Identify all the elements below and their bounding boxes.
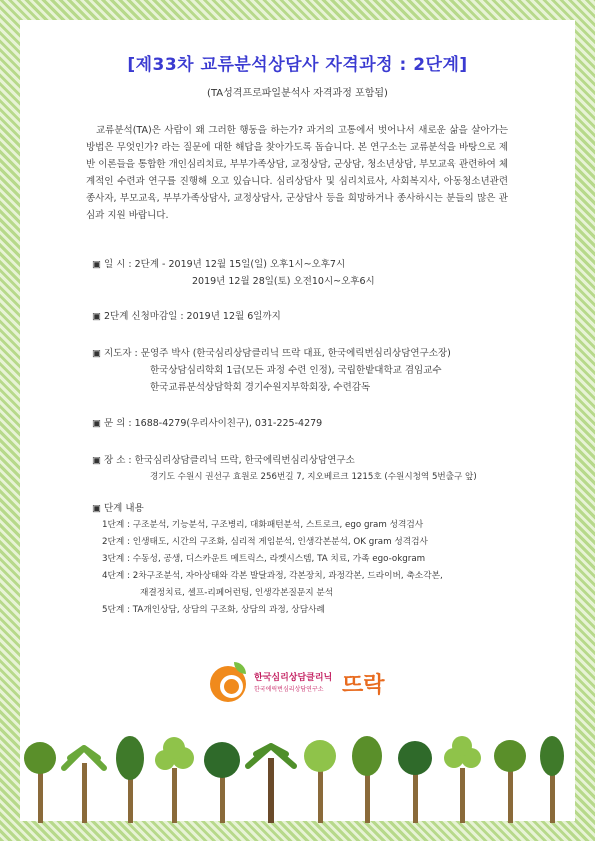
page-subtitle: (TA성격프로파일분석사 자격과정 포함됨) [207, 88, 388, 99]
place-line-1: ▣ 장 소 : 한국심리상담클리닉 뜨락, 한국에릭번심리상담연구소 [92, 455, 355, 466]
contact-line: ▣ 문 의 : 1688-4279(우리사이친구), 031-225-4279 [92, 418, 323, 429]
clinic-logo [210, 664, 410, 708]
tree-icon [494, 740, 526, 823]
place-line-2: 경기도 수원시 권선구 효원로 256번길 7, 지오베르크 1215호 (수원시청역 5번출구 앞) [150, 472, 477, 482]
deadline-section [92, 308, 281, 325]
tree-icon [444, 736, 481, 823]
steps-header: ▣ 단계 내용 [92, 503, 144, 514]
logo-line-2: 한국에릭번심리상담연구소 [254, 686, 324, 693]
schedule-line-2: 2019년 12월 28일(토) 오전10시~오후6시 [192, 276, 375, 287]
tree-icon [116, 736, 144, 823]
schedule-line-1: ▣ 일 시 : 2단계 - 2019년 12월 15일(일) 오후1시~오후7시 [92, 259, 346, 270]
place-section [92, 452, 477, 486]
step-3: 3단계 : 수동성, 공생, 디스카운트 메트릭스, 라켓시스템, TA 치료, 가족 ego-okgram [102, 554, 426, 564]
logo-brand: 뜨락 [342, 673, 385, 698]
step-4: 4단계 : 2차구조분석, 자아상태와 각본 발달과정, 각본장치, 과정각본, 드라이버, 축소각본, [102, 571, 443, 581]
tree-icon [248, 746, 294, 823]
step-4-cont: 재결정치료, 셀프-리페어런팅, 인생각본질문지 분석 [140, 588, 334, 598]
tree-icon [155, 737, 194, 823]
logo-line-1: 한국심리상담클리닉 [254, 673, 333, 683]
instructor-line-1: ▣ 지도자 : 문영주 박사 (한국심리상담클리닉 뜨락 대표, 한국에릭번심리상담연구소장) [92, 348, 451, 359]
step-2: 2단계 : 인생태도, 시간의 구조화, 심리적 게임분석, 인생각본분석, OK gram 성격검사 [102, 537, 428, 547]
schedule-section [92, 256, 375, 290]
trees-illustration [20, 728, 575, 823]
intro-text: 교류분석(TA)은 사람이 왜 그러한 행동을 하는가? 과거의 고통에서 벗어나서 새로운 삶을 살아가는 방법은 무엇인가? 라는 질문에 대한 해답을 찾아가도록 돕습니다. 본 연구소는 교류분석을 바탕으로 제반 이론들을 통합한 개인심리치료, 부부가족상담, 교정상담, 군상담, 청소년상담, 부모교육 관련하여 체계적인 수련과 연구를 진행해 오고 있습니다. 심리상담사 및 심리치료사, 사회복지사, 아동청소년관련종사자, 부모교육, 부부가족상담사, 교정상담사, 군상담사 등을 희망하거나 종사하시는 분들의 많은 관심과 지원 바랍니다. [86, 125, 508, 221]
step-5: 5단계 : TA개인상담, 상담의 구조화, 상담의 과정, 상담사례 [102, 605, 325, 615]
tree-icon [64, 748, 104, 823]
instructor-line-2: 한국상담심리학회 1급(모든 과정 수련 인정), 국립한밭대학교 겸임교수 [150, 365, 442, 376]
contact-section [92, 415, 322, 432]
tree-icon [540, 736, 564, 823]
deadline-line: ▣ 2단계 신청마감일 : 2019년 12월 6일까지 [92, 311, 281, 322]
instructor-section [92, 345, 451, 396]
tree-icon [352, 736, 382, 823]
intro-paragraph [86, 122, 508, 224]
tree-icon [304, 740, 336, 823]
instructor-line-3: 한국교류분석상담학회 경기수원지부학회장, 수련감독 [150, 382, 371, 393]
step-1: 1단계 : 구조분석, 기능분석, 구조병리, 대화패턴분석, 스트로크, ego gram 성격검사 [102, 520, 424, 530]
tree-icon [24, 742, 56, 823]
tree-icon [398, 741, 432, 823]
steps-section [92, 500, 443, 619]
page-title: [제33차 교류분석상담사 자격과정 : 2단계] [127, 55, 468, 75]
tree-icon [204, 742, 240, 823]
